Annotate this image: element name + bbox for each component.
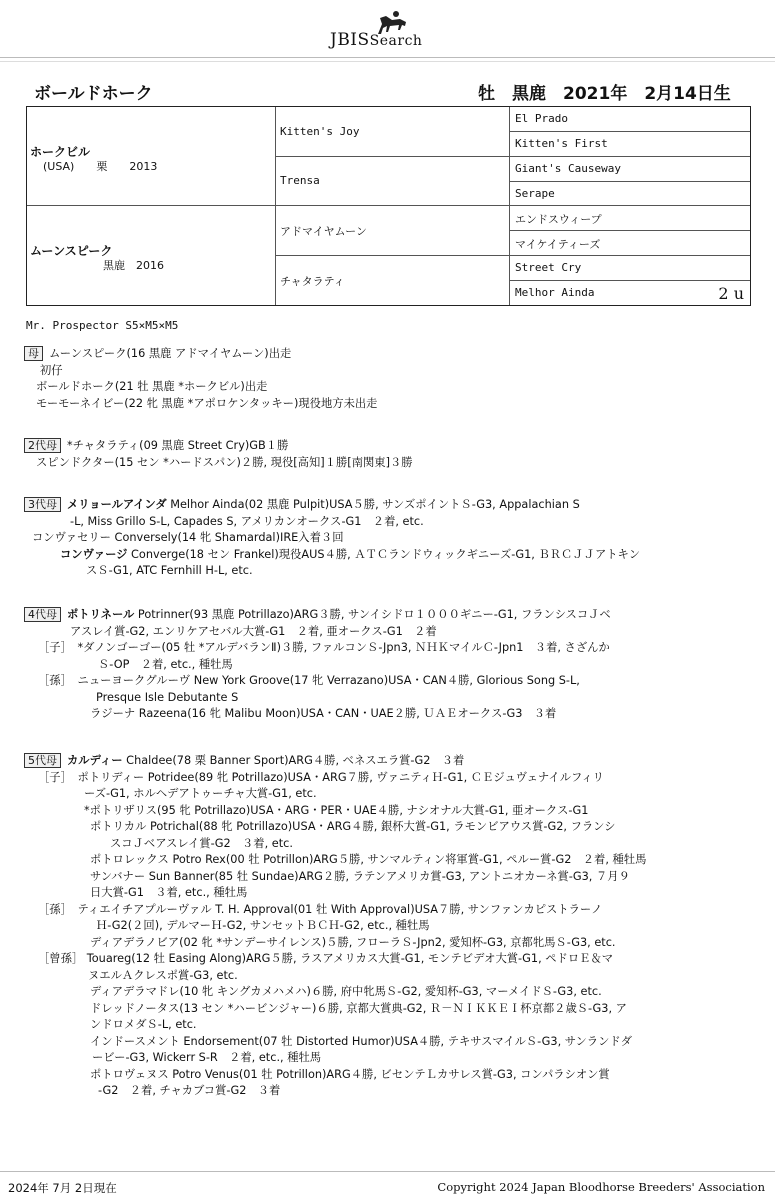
record-line [24, 968, 754, 985]
record-text: インドースメント Endorsement(07 牡 Distorted Humor)USA４勝, テキサスマイルＳ-G3, サンランドダ [90, 1034, 632, 1048]
record-line [24, 563, 754, 580]
record-line [24, 984, 754, 1001]
row-divider [275, 156, 750, 157]
record-line [24, 786, 754, 803]
row-divider [509, 181, 750, 182]
gen2-sire-dam[interactable]: Trensa [280, 174, 320, 187]
record-line [24, 770, 754, 787]
record-line [24, 530, 754, 547]
record-line [24, 918, 754, 935]
record-line [24, 1050, 754, 1067]
row-divider [509, 131, 750, 132]
row-divider [27, 205, 750, 206]
record-line [24, 547, 754, 564]
record-text: Ｓ-OP ２着, etc., 種牡馬 [98, 657, 233, 671]
pedigree-table [26, 106, 751, 306]
dam-details: 黒鹿 2016 [103, 259, 164, 272]
section-5th-dam [24, 753, 754, 1100]
record-text: ［曾孫］ Touareg(12 牡 Easing Along)ARG５勝, ラスアメリカス大賞-G1, モンテビデオ大賞-G1, ペドロＥ＆マ [38, 952, 614, 965]
record-text: ディアデラマドレ(10 牝 キングカメハメハ)６勝, 府中牝馬Ｓ-G2, 愛知杯-G3, マーメイドＳ-G3, etc. [90, 985, 602, 998]
header-divider-2 [0, 61, 775, 62]
record-text: スコＪベアスレイ賞-G2 ３着, etc. [110, 836, 293, 850]
col-divider [275, 107, 276, 305]
record-text: *ポトリザリス(95 牝 Potrillazo)USA・ARG・PER・UAE４勝, ナシオナル大賞-G1, 亜オークス-G1 [84, 803, 589, 817]
generation-tag: 4代母 [24, 607, 61, 622]
footer-divider [0, 1171, 775, 1172]
record-text: Potrinner(93 黒鹿 Potrillazo)ARG３勝, サンイシドロ１０００ギニー-G1, フランシスコＪベ [134, 608, 611, 621]
record-text: コンヴァセリー Conversely(14 牝 Shamardal)IRE入着３回 [32, 531, 344, 544]
record-text: ドレッドノータス(13 セン *ハービンジャー)６勝, 京都大賞典-G2, Ｒ－ＮＩＫＫＥＩ杯京都２歳Ｓ-G3, ア [90, 1001, 627, 1015]
as-of-date: 2024年 7月 2日現在 [8, 1181, 117, 1195]
dam-name[interactable]: ムーンスピーク [30, 244, 113, 258]
record-line [24, 819, 754, 836]
horse-name-bold[interactable]: メリョールアインダ [67, 498, 167, 511]
record-line [24, 640, 754, 657]
inbreeding-note: Mr. Prospector S5×M5×M5 [26, 319, 179, 332]
record-text: サンバナー Sun Banner(85 牡 Sundae)ARG２勝, ラテンアメリカ賞-G3, アントニオカーネ賞-G3, ７月９ [90, 869, 630, 883]
record-text: アスレイ賞-G2, エンリケアセバル大賞-G1 ２着, 亜オークス-G1 ２着 [70, 624, 437, 638]
record-line [24, 706, 754, 723]
record-line [24, 902, 754, 919]
generation-tag: 3代母 [24, 497, 61, 512]
record-text: ［孫］ ティエイチアプルーヴァル T. H. Approval(01 牡 With Approval)USA７勝, サンファンカピストラーノ [38, 902, 603, 916]
record-text: ーズ-G1, ホルヘデアトゥーチャ大賞-G1, etc. [84, 787, 317, 800]
record-line [24, 852, 754, 869]
gen2-dam-dam[interactable]: チャタラティ [280, 275, 345, 288]
record-text: ービー-G3, Wickerr S-R ２着, etc., 種牡馬 [92, 1051, 322, 1064]
record-text: Melhor Ainda(02 黒鹿 Pulpit)USA５勝, サンズポイントＳ-G3, Appalachian S [166, 498, 580, 511]
record-text: ラジーナ Razeena(16 牝 Malibu Moon)USA・CAN・UAE２勝, ＵＡＥオークス-G3 ３着 [90, 707, 557, 720]
record-line [24, 455, 754, 472]
record-text: ［子］ *ダノンゴーゴー(05 牡 *アルデバランⅡ)３勝, ファルコンＳ-Jpn3, ＮＨＫマイルＣ-Jpn1 ３着, さざんか [38, 641, 610, 654]
record-line [24, 690, 754, 707]
logo-sub: Search [369, 33, 423, 49]
row-divider [509, 230, 750, 231]
jbis-logo[interactable] [330, 10, 460, 52]
copyright: Copyright 2024 Japan Bloodhorse Breeders' Association [437, 1180, 765, 1194]
record-line [24, 379, 754, 396]
record-text: ポトロレックス Potro Rex(00 牡 Potrillon)ARG５勝, サンマルティン将軍賞-G1, ペルー賞-G2 ２着, 種牡馬 [90, 853, 647, 866]
record-text: ンドロメダＳ-L, etc. [90, 1018, 197, 1031]
gen3-ancestor[interactable]: El Prado [515, 112, 568, 125]
record-text: スＳ-G1, ATC Fernhill H-L, etc. [86, 564, 253, 577]
sire-name[interactable]: ホークビル [30, 145, 91, 159]
record-text: Ｈ-G2(２回), デルマーＨ-G2, サンセットＢＣＨ-G2, etc., 種牡馬 [96, 919, 430, 932]
record-text: スピンドクター(15 セン *ハードスパン)２勝, 現役[高知]１勝[南関東]３勝 [36, 455, 413, 469]
record-line [24, 803, 754, 820]
section-3rd-dam [24, 497, 754, 580]
horse-name: ボールドホーク [34, 84, 153, 104]
sire-details: (USA) 栗 2013 [43, 160, 158, 173]
section-dam [24, 346, 754, 412]
record-text: ポトリカル Potrichal(88 牝 Potrillazo)USA・ARG４勝, 銀杯大賞-G1, ラモンビアウス賞-G2, フランシ [90, 820, 616, 833]
gen3-ancestor[interactable]: エンドスウィープ [515, 213, 602, 226]
generation-tag: 母 [24, 346, 43, 361]
col-divider [509, 107, 510, 305]
record-line [24, 624, 754, 641]
record-text: ディアデラノビア(02 牝 *サンデーサイレンス)５勝, フローラＳ-Jpn2, 愛知杯-G3, 京都牝馬Ｓ-G3, etc. [90, 935, 616, 949]
record-text: ［孫］ ニューヨークグルーヴ New York Groove(17 牝 Verrazano)USA・CAN４勝, Glorious Song S-L, [38, 674, 580, 687]
gen3-ancestor[interactable]: Street Cry [515, 261, 582, 274]
horse-name-bold[interactable]: カルディー [67, 754, 123, 767]
record-text: ヌエルＡクレスポ賞-G3, etc. [88, 968, 238, 982]
record-line [24, 935, 754, 952]
record-text: モーモーネイビー(22 牝 黒鹿 *アポロケンタッキー)現役地方未出走 [36, 396, 378, 410]
horse-name-bold[interactable]: ポトリネール [67, 608, 135, 621]
record-line [24, 1083, 754, 1100]
record-text: 初仔 [40, 363, 63, 377]
record-text: ［子］ ポトリディー Potridee(89 牝 Potrillazo)USA・ARG７勝, ヴァニティＨ-G1, ＣＥジュヴェナイルフィリ [38, 770, 604, 784]
record-line [24, 514, 754, 531]
pedigree-badge: 2 u [718, 284, 744, 303]
gen2-sire-sire[interactable]: Kitten's Joy [280, 125, 360, 138]
record-text: Chaldee(78 栗 Banner Sport)ARG４勝, ベネスエラ賞-G2 ３着 [122, 754, 465, 767]
horse-name-bold[interactable]: コンヴァージ [60, 547, 128, 561]
record-line [24, 753, 754, 770]
record-line [24, 836, 754, 853]
record-text: Converge(18 セン Frankel)現役AUS４勝, ＡＴＣランドウィックギニーズ-G1, ＢＲＣＪＪアトキン [127, 547, 641, 561]
gen3-ancestor[interactable]: Melhor Ainda [515, 286, 595, 299]
record-line [24, 885, 754, 902]
logo-main: JBIS [330, 30, 370, 50]
record-text: ムーンスピーク(16 黒鹿 アドマイヤムーン)出走 [49, 347, 292, 360]
row-divider [275, 255, 750, 256]
generation-tag: 2代母 [24, 438, 61, 453]
gen2-dam-sire[interactable]: アドマイヤムーン [280, 225, 367, 238]
gen3-ancestor[interactable]: マイケイティーズ [515, 238, 601, 251]
horse-info: 牡 黒鹿 2021年 2月14日生 [478, 84, 731, 104]
record-line [24, 1017, 754, 1034]
record-line [24, 346, 754, 363]
record-text: Presque Isle Debutante S [96, 690, 239, 704]
row-divider [509, 280, 750, 281]
record-line [24, 1001, 754, 1018]
record-line [24, 396, 754, 413]
record-text: ボールドホーク(21 牡 黒鹿 *ホークビル)出走 [36, 380, 268, 393]
record-text: *チャタラティ(09 黒鹿 Street Cry)GB１勝 [67, 439, 289, 452]
record-line [24, 951, 754, 968]
record-line [24, 607, 754, 624]
record-line [24, 363, 754, 380]
record-text: 日大賞-G1 ３着, etc., 種牡馬 [90, 886, 248, 899]
gen3-ancestor[interactable]: Giant's Causeway [515, 162, 621, 175]
record-line [24, 1034, 754, 1051]
record-line [24, 1067, 754, 1084]
generation-tag: 5代母 [24, 753, 61, 768]
section-2nd-dam [24, 438, 754, 471]
record-line [24, 869, 754, 886]
record-line [24, 673, 754, 690]
record-text: ポトロヴェヌス Potro Venus(01 牡 Potrillon)ARG４勝, ビセンテＬカサレス賞-G3, コンパラシオン賞 [90, 1067, 610, 1081]
gen3-ancestor[interactable]: Serape [515, 187, 555, 200]
header-divider [0, 57, 775, 58]
record-line [24, 657, 754, 674]
record-text: -L, Miss Grillo S-L, Capades S, アメリカンオークス-G1 ２着, etc. [70, 514, 424, 528]
gen3-ancestor[interactable]: Kitten's First [515, 137, 608, 150]
record-text: -G2 ２着, チャカブコ賞-G2 ３着 [98, 1084, 281, 1097]
record-line [24, 497, 754, 514]
section-4th-dam [24, 607, 754, 723]
record-line [24, 438, 754, 455]
